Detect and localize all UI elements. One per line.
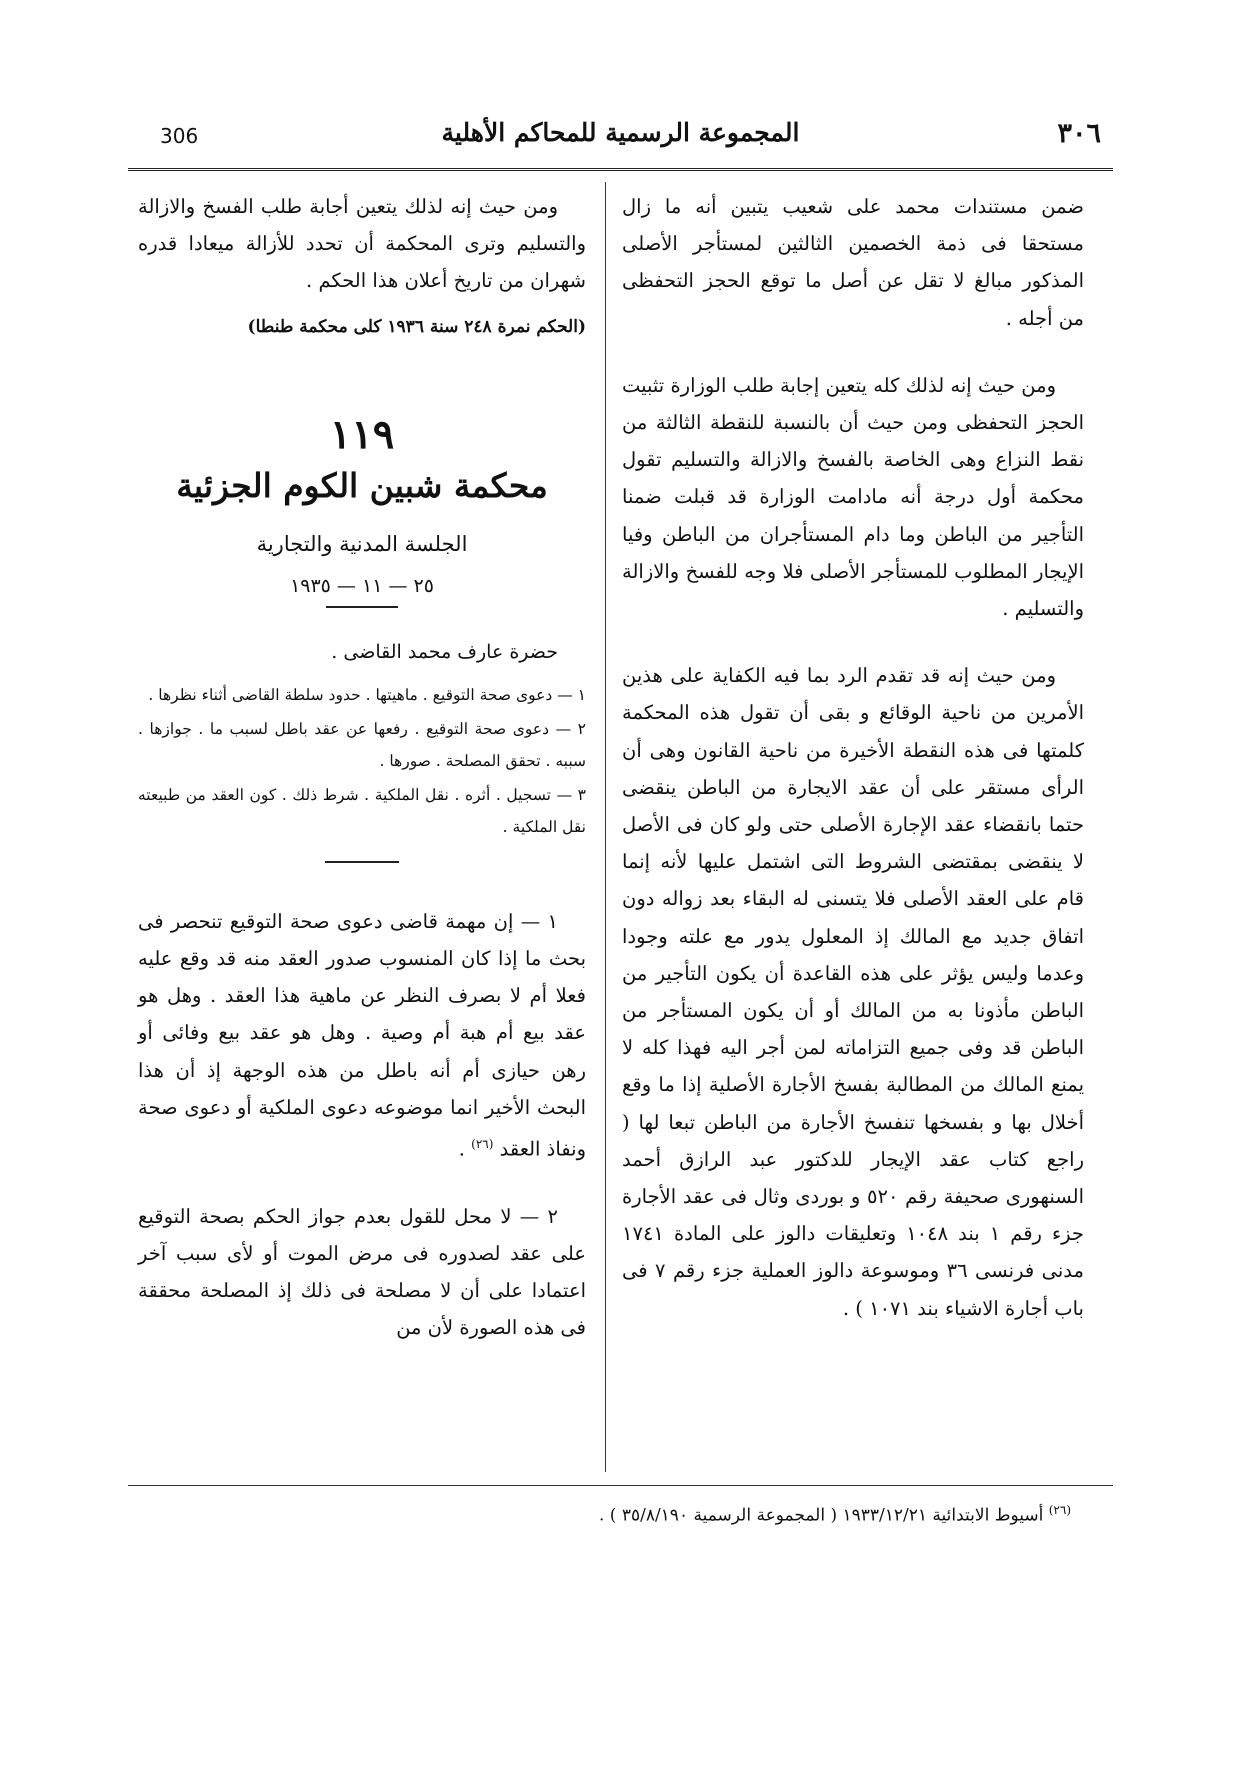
page-number-latin: 306 [160,124,199,148]
left-column [138,188,586,1377]
summary-item: ٣ — تسجيل . أثره . نقل الملكية . شرط ذلك . كون العقد من طبيعته نقل الملكية . [138,785,586,836]
summary-item: ٢ — دعوى صحة التوقيع . رفعها عن عقد باطل لسبب ما . جوازها . سببه . تحقق المصلحة . صورها . [138,719,586,770]
body-paragraph: ومن حيث إنه لذلك يتعين أجابة طلب الفسخ والازالة والتسليم وترى المحكمة أن تحدد للأزالة ميعادا قدره شهران من تاريخ أعلان هذا الحكم . [138,195,586,293]
summary-item: ١ — دعوى صحة التوقيع . ماهيتها . حدود سلطة القاضى أثناء نظرها . [148,685,586,704]
footnote [450,1497,1071,1529]
footnote-reference: (٢٦) [471,1137,494,1152]
right-column [622,188,1084,1357]
section-rule [325,861,399,863]
body-paragraph: ومن حيث إنه قد تقدم الرد بما فيه الكفاية على هذين الأمرين من ناحية الوقائع و بقى أن تقول هذه المحكمة كلمتها فى هذه النقطة الأخيرة من ناحية القانون وهى أن الرأى مستقر على أن عقد الايجارة من الباطن ينقضى حتما بانقضاء عقد الإجارة الأصلى حتى ولو كان فى الأصل لا ينقضى بمقتضى الشروط التى اشتمل عليها لأنه إنما قام على العقد الأصلى فلا يتسنى له البقاء بعد زواله دون اتفاق جديد مع المالك إذ المعلول يدور مع علته وجودا وعدما وليس يؤثر على هذه القاعدة أن يكون التأجير من الباطن مأذونا به من المالك أو أن يكون المستأجر من الباطن قد وفى جميع التزاماته لمن أجر اليه فهذا كله لا يمنع المالك من المطالبة بفسخ الأجارة الأصلية إذا ما وقع أخلال بها و بفسخها تنفسخ الأجارة من الباطن تبعا لها ( راجع كتاب عقد الإيجار للدكتور عبد الرازق أحمد السنهورى صحيفة رقم ٥٢٠ و بوردى وثال فى عقد الأجارة جزء رقم ١ بند ١٠٤٨ وتعليقات دالوز على المادة ١٧٤١ مدنى فرنسى ٣٦ وموسوعة دالوز العملية جزء رقم ٧ فى باب أجارة الاشياء بند ١٠٧١ ) . [622,664,1085,1320]
body-paragraph: ضمن مستندات محمد على شعيب يتبين أنه ما زال مستحقا فى ذمة الخصمين الثالثين لمستأجر الأصلى المذكور مبالغ لا تقل عن أصل ما توقع الحجز التحفظى من أجله . [622,195,1084,330]
running-title: المجموعة الرسمية للمحاكم الأهلية [441,118,800,147]
session-date: ٢٥ — ١١ — ١٩٣٥ [290,574,434,597]
holding-paragraph: ٢ — لا محل للقول بعدم جواز الحكم بصحة التوقيع على عقد لصدوره فى مرض الموت أو لأى سبب آخر اعتمادا على أن لا مصلحة فى ذلك إذ المصلحة محققة فى هذه الصورة لأن من [138,1204,586,1340]
court-name: محكمة شبين الكوم الجزئية [176,465,548,505]
page-header [130,118,1111,168]
footnote-rule [128,1485,1113,1486]
footnote-mark: (٢٦) [1048,1503,1071,1517]
judge-name: حضرة عارف محمد القاضى . [331,640,558,663]
section-rule [326,606,398,608]
session-name: الجلسة المدنية والتجارية [256,531,468,556]
case-number: ١١٩ [329,410,395,458]
column-divider [605,182,606,1472]
holding-paragraph: ١ — إن مهمة قاضى دعوى صحة التوقيع تنحصر فى بحث ما إذا كان المنسوب صدور العقد منه قد وقع عليه فعلا أم لا بصرف النظر عن ماهية هذا العقد . وهل هو عقد بيع أم هبة أم وصية . وهل هو عقد بيع وفائى أو رهن حيازى أم أنه باطل من هذه الوجهة إذ أن هذا البحث الأخير انما موضوعه دعوى الملكية أو دعوى صحة ونفاذ العقد $^{(٢٦)}$ . [138,909,586,1161]
page-number-arabic: ٣٠٦ [1057,118,1101,149]
holding-text: ١ — إن مهمة قاضى دعوى صحة التوقيع تنحصر فى بحث ما إذا كان المنسوب صدور العقد منه قد وقع عليه فعلا أم لا بصرف النظر عن ماهية هذا العقد . وهل هو عقد بيع أم هبة أم وصية . وهل هو عقد بيع وفائى أو رهن حيازى أم أنه باطل من هذه الوجهة إذ أن هذا البحث الأخير انما موضوعه دعوى الملكية أو دعوى صحة ونفاذ العقد [138,909,586,1161]
header-rule [128,168,1113,171]
footnote-text: أسيوط الابتدائية ١٩٣٣/١٢/٢١ ( المجموعة الرسمية ٣٥/٨/١٩٠ ) . [598,1505,1044,1526]
body-paragraph: ومن حيث إنه لذلك كله يتعين إجابة طلب الوزارة تثبيت الحجز التحفظى ومن حيث أن بالنسبة للنقطة الثالثة من نقط النزاع وهى الخاصة بالفسخ والازالة والتسليم تقول محكمة أول درجة أنه مادامت الوزارة قد قبلت ضمنا التأجير من الباطن وما دام المستأجران من الباطن وفيا الإيجار المطلوب للمستأجر الأصلى فلا وجه للفسخ والازالة والتسليم . [622,373,1084,621]
judgment-citation: (الحكم نمرة ٢٤٨ سنة ١٩٣٦ كلى محكمة طنطا) [247,316,586,337]
